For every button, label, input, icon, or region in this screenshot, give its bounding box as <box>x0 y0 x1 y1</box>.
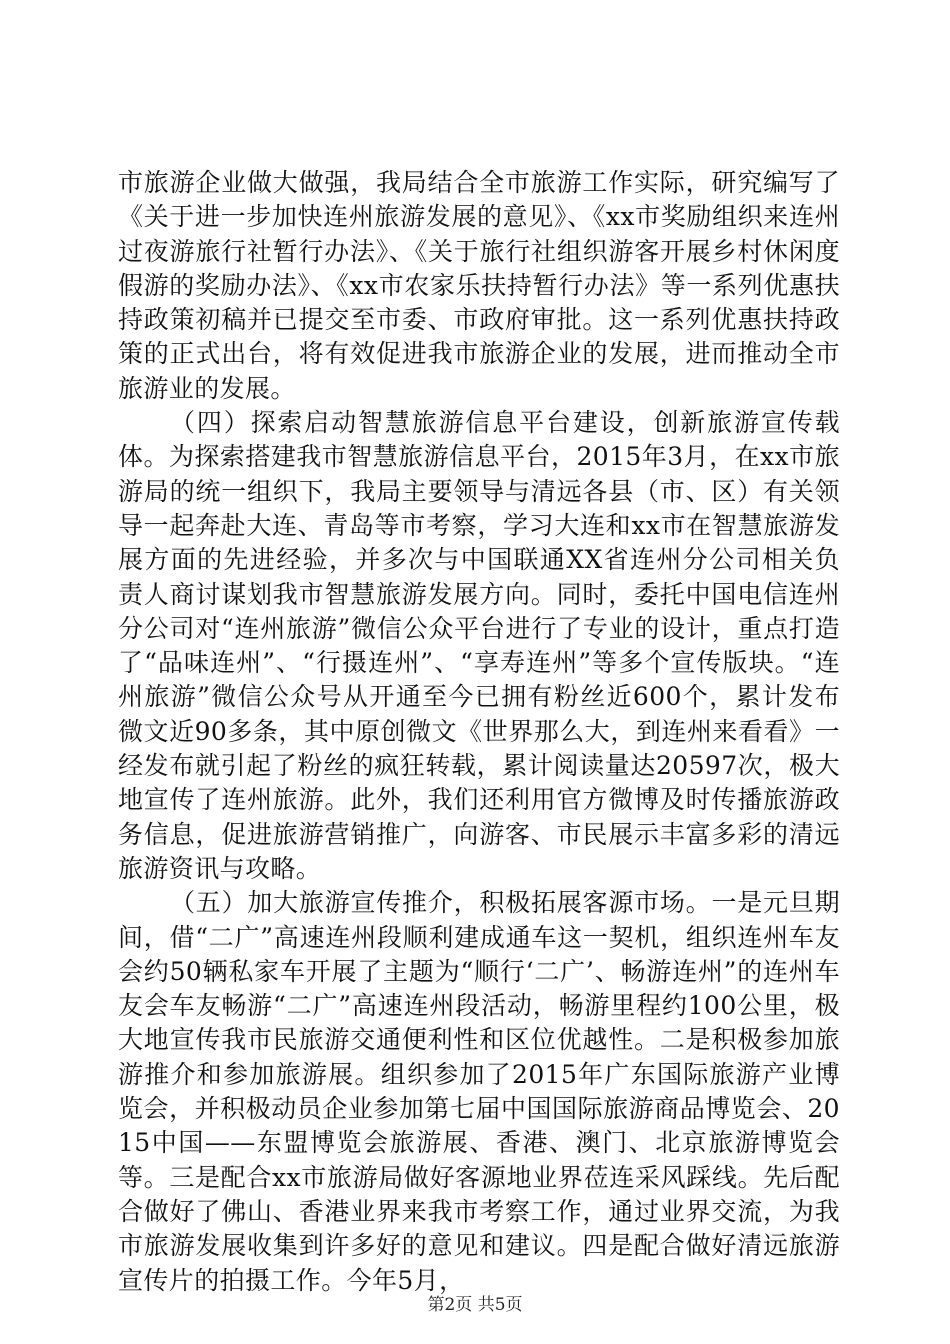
document-body <box>118 166 840 1298</box>
page-number-footer: 第2页 共5页 <box>427 1295 523 1315</box>
paragraph-policy-drafts: 市旅游企业做大做强，我局结合全市旅游工作实际，研究编写了《关于进一步加快连州旅游发展的意见》、《xx市奖励组织来连州过夜游旅行社暂行办法》、《关于旅行社组织游客开展乡村休闲度假游的奖励办法》、《xx市农家乐扶持暂行办法》等一系列优惠扶持政策初稿并已提交至市委、市政府审批。这一系列优惠扶持政策的正式出台，将有效促进我市旅游企业的发展，进而推动全市旅游业的发展。 <box>118 168 840 403</box>
paragraph-tourism-promotion: （五）加大旅游宣传推介，积极拓展客源市场。一是元旦期间，借“二广”高速连州段顺利建成通车这一契机，组织连州车友会约50辆私家车开展了主题为“顺行‘二广’、畅游连州”的连州车友会车友畅游“二广”高速连州段活动，畅游里程约100公里，极大地宣传我市民旅游交通便利性和区位优越性。二是积极参加旅游推介和参加旅游展。组织参加了2015年广东国际旅游产业博览会，并积极动员企业参加第七届中国国际旅游商品博览会、2015中国——东盟博览会旅游展、香港、澳门、北京旅游博览会等。三是配合xx市旅游局做好客源地业界莅连采风踩线。先后配合做好了佛山、香港业界来我市考察工作，通过业界交流，为我市旅游发展收集到许多好的意见和建议。四是配合做好清远旅游宣传片的拍摄工作。今年5月， <box>118 888 840 1295</box>
paragraph-smart-tourism: （四）探索启动智慧旅游信息平台建设，创新旅游宣传载体。为探索搭建我市智慧旅游信息平台，2015年3月，在xx市旅游局的统一组织下，我局主要领导与清远各县（市、区）有关领导一起奔赴大连、青岛等市考察，学习大连和xx市在智慧旅游发展方面的先进经验，并多次与中国联通XX省连州分公司相关负责人商讨谋划我市智慧旅游发展方向。同时，委托中国电信连州分公司对“连州旅游”微信公众平台进行了专业的设计，重点打造了“品味连州”、“行摄连州”、“享寿连州”等多个宣传版块。“连州旅游”微信公众号从开通至今已拥有粉丝近600个，累计发布微文近90多条，其中原创微文《世界那么大，到连州来看看》一经发布就引起了粉丝的疯狂转载，累计阅读量达20597次，极大地宣传了连州旅游。此外，我们还利用官方微博及时传播旅游政务信息，促进旅游营销推广，向游客、市民展示丰富多彩的清远旅游资讯与攻略。 <box>118 408 840 883</box>
